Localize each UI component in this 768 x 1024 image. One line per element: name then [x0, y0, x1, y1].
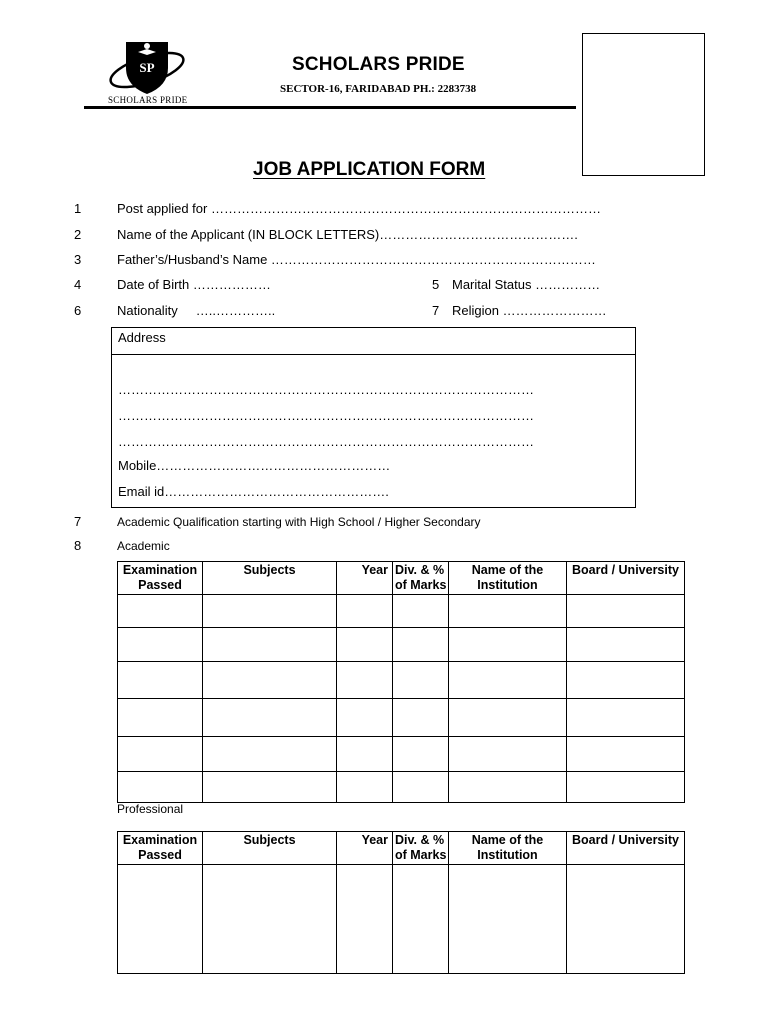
- table-cell[interactable]: [567, 737, 685, 772]
- col-year: Year: [337, 832, 393, 865]
- table-cell[interactable]: [337, 737, 393, 772]
- email-field[interactable]: Email id…………………………………………….: [118, 484, 389, 499]
- field-number: 6: [74, 303, 82, 318]
- col-board-university: Board / University: [567, 562, 685, 595]
- academic-heading: Academic: [117, 539, 170, 553]
- col-institution: Name of the Institution: [449, 832, 567, 865]
- table-cell[interactable]: [449, 865, 567, 974]
- table-row: [118, 628, 685, 662]
- table-cell[interactable]: [393, 865, 449, 974]
- table-header-row: [118, 832, 685, 865]
- col-year: Year: [337, 562, 393, 595]
- table-row: [118, 595, 685, 628]
- school-name: SCHOLARS PRIDE: [292, 54, 465, 75]
- marital-status-field[interactable]: Marital Status ……………: [452, 277, 601, 292]
- col-board-university: Board / University: [567, 832, 685, 865]
- table-header-row: [118, 562, 685, 595]
- table-cell[interactable]: [203, 662, 337, 699]
- table-row: [118, 662, 685, 699]
- table-row: [118, 772, 685, 803]
- col-div-marks: Div. & % of Marks: [393, 562, 449, 595]
- table-cell[interactable]: [567, 699, 685, 737]
- col-exam-passed: Examination Passed: [118, 562, 203, 595]
- table-cell[interactable]: [203, 699, 337, 737]
- field-number: 1: [74, 201, 82, 216]
- field-number: 2: [74, 227, 82, 242]
- date-of-birth-field[interactable]: Date of Birth ………………: [117, 277, 271, 292]
- col-subjects: Subjects: [203, 832, 337, 865]
- mobile-field[interactable]: Mobile………………………………………………: [118, 458, 391, 473]
- table-cell[interactable]: [393, 662, 449, 699]
- col-div-marks: Div. & % of Marks: [393, 832, 449, 865]
- table-cell[interactable]: [393, 699, 449, 737]
- table-cell[interactable]: [118, 865, 203, 974]
- table-cell[interactable]: [203, 737, 337, 772]
- field-number: 7: [74, 514, 82, 529]
- applicant-name-field[interactable]: Name of the Applicant (IN BLOCK LETTERS)……………………………………….: [117, 227, 578, 242]
- col-institution: Name of the Institution: [449, 562, 567, 595]
- field-number: 8: [74, 538, 82, 553]
- field-number: 3: [74, 252, 82, 267]
- field-number: 5: [432, 277, 440, 292]
- qualification-note: Academic Qualification starting with High School / Higher Secondary: [117, 515, 481, 529]
- table-cell[interactable]: [567, 865, 685, 974]
- table-cell[interactable]: [337, 772, 393, 803]
- table-cell[interactable]: [567, 628, 685, 662]
- table-cell[interactable]: [567, 595, 685, 628]
- table-cell[interactable]: [203, 865, 337, 974]
- table-cell[interactable]: [337, 865, 393, 974]
- header-divider: [84, 106, 576, 109]
- table-cell[interactable]: [337, 595, 393, 628]
- table-cell[interactable]: [393, 628, 449, 662]
- table-cell[interactable]: [337, 662, 393, 699]
- col-subjects: Subjects: [203, 562, 337, 595]
- logo-caption: SCHOLARS PRIDE: [108, 95, 188, 105]
- table-cell[interactable]: [118, 595, 203, 628]
- professional-table: [117, 831, 685, 974]
- table-cell[interactable]: [449, 628, 567, 662]
- address-label: Address: [118, 330, 166, 345]
- table-cell[interactable]: [203, 595, 337, 628]
- address-divider: [112, 354, 635, 355]
- table-cell[interactable]: [393, 772, 449, 803]
- address-line-3[interactable]: ……………………………………………………………………………………: [118, 434, 534, 449]
- table-cell[interactable]: [449, 595, 567, 628]
- svg-text:SP: SP: [139, 60, 155, 75]
- table-cell[interactable]: [449, 772, 567, 803]
- post-applied-field[interactable]: Post applied for ………………………………………………………………………………: [117, 201, 601, 216]
- table-row: [118, 699, 685, 737]
- table-row: [118, 737, 685, 772]
- table-cell[interactable]: [567, 662, 685, 699]
- field-number: 7: [432, 303, 440, 318]
- address-line-1[interactable]: ……………………………………………………………………………………: [118, 382, 534, 397]
- table-cell[interactable]: [118, 628, 203, 662]
- table-cell[interactable]: [118, 662, 203, 699]
- table-cell[interactable]: [393, 737, 449, 772]
- address-box: [111, 327, 636, 508]
- academic-table: [117, 561, 685, 803]
- table-cell[interactable]: [203, 628, 337, 662]
- table-cell[interactable]: [118, 772, 203, 803]
- form-title: JOB APPLICATION FORM: [253, 159, 486, 180]
- religion-field[interactable]: Religion ……………………: [452, 303, 607, 318]
- father-husband-name-field[interactable]: Father’s/Husband’s Name …………………………………………………………………: [117, 252, 596, 267]
- table-cell[interactable]: [118, 737, 203, 772]
- address-line-2[interactable]: ……………………………………………………………………………………: [118, 408, 534, 423]
- table-cell[interactable]: [337, 699, 393, 737]
- table-cell[interactable]: [203, 772, 337, 803]
- professional-heading: Professional: [117, 802, 184, 816]
- field-number: 4: [74, 277, 82, 292]
- table-cell[interactable]: [118, 699, 203, 737]
- school-address: SECTOR-16, FARIDABAD PH.: 2283738: [280, 83, 477, 95]
- photo-box[interactable]: [582, 33, 705, 176]
- col-exam-passed: Examination Passed: [118, 832, 203, 865]
- table-row: [118, 865, 685, 974]
- table-cell[interactable]: [449, 737, 567, 772]
- table-cell[interactable]: [567, 772, 685, 803]
- table-cell[interactable]: [449, 699, 567, 737]
- table-cell[interactable]: [393, 595, 449, 628]
- table-cell[interactable]: [337, 628, 393, 662]
- table-cell[interactable]: [449, 662, 567, 699]
- nationality-field[interactable]: Nationality …..…………..: [117, 303, 276, 318]
